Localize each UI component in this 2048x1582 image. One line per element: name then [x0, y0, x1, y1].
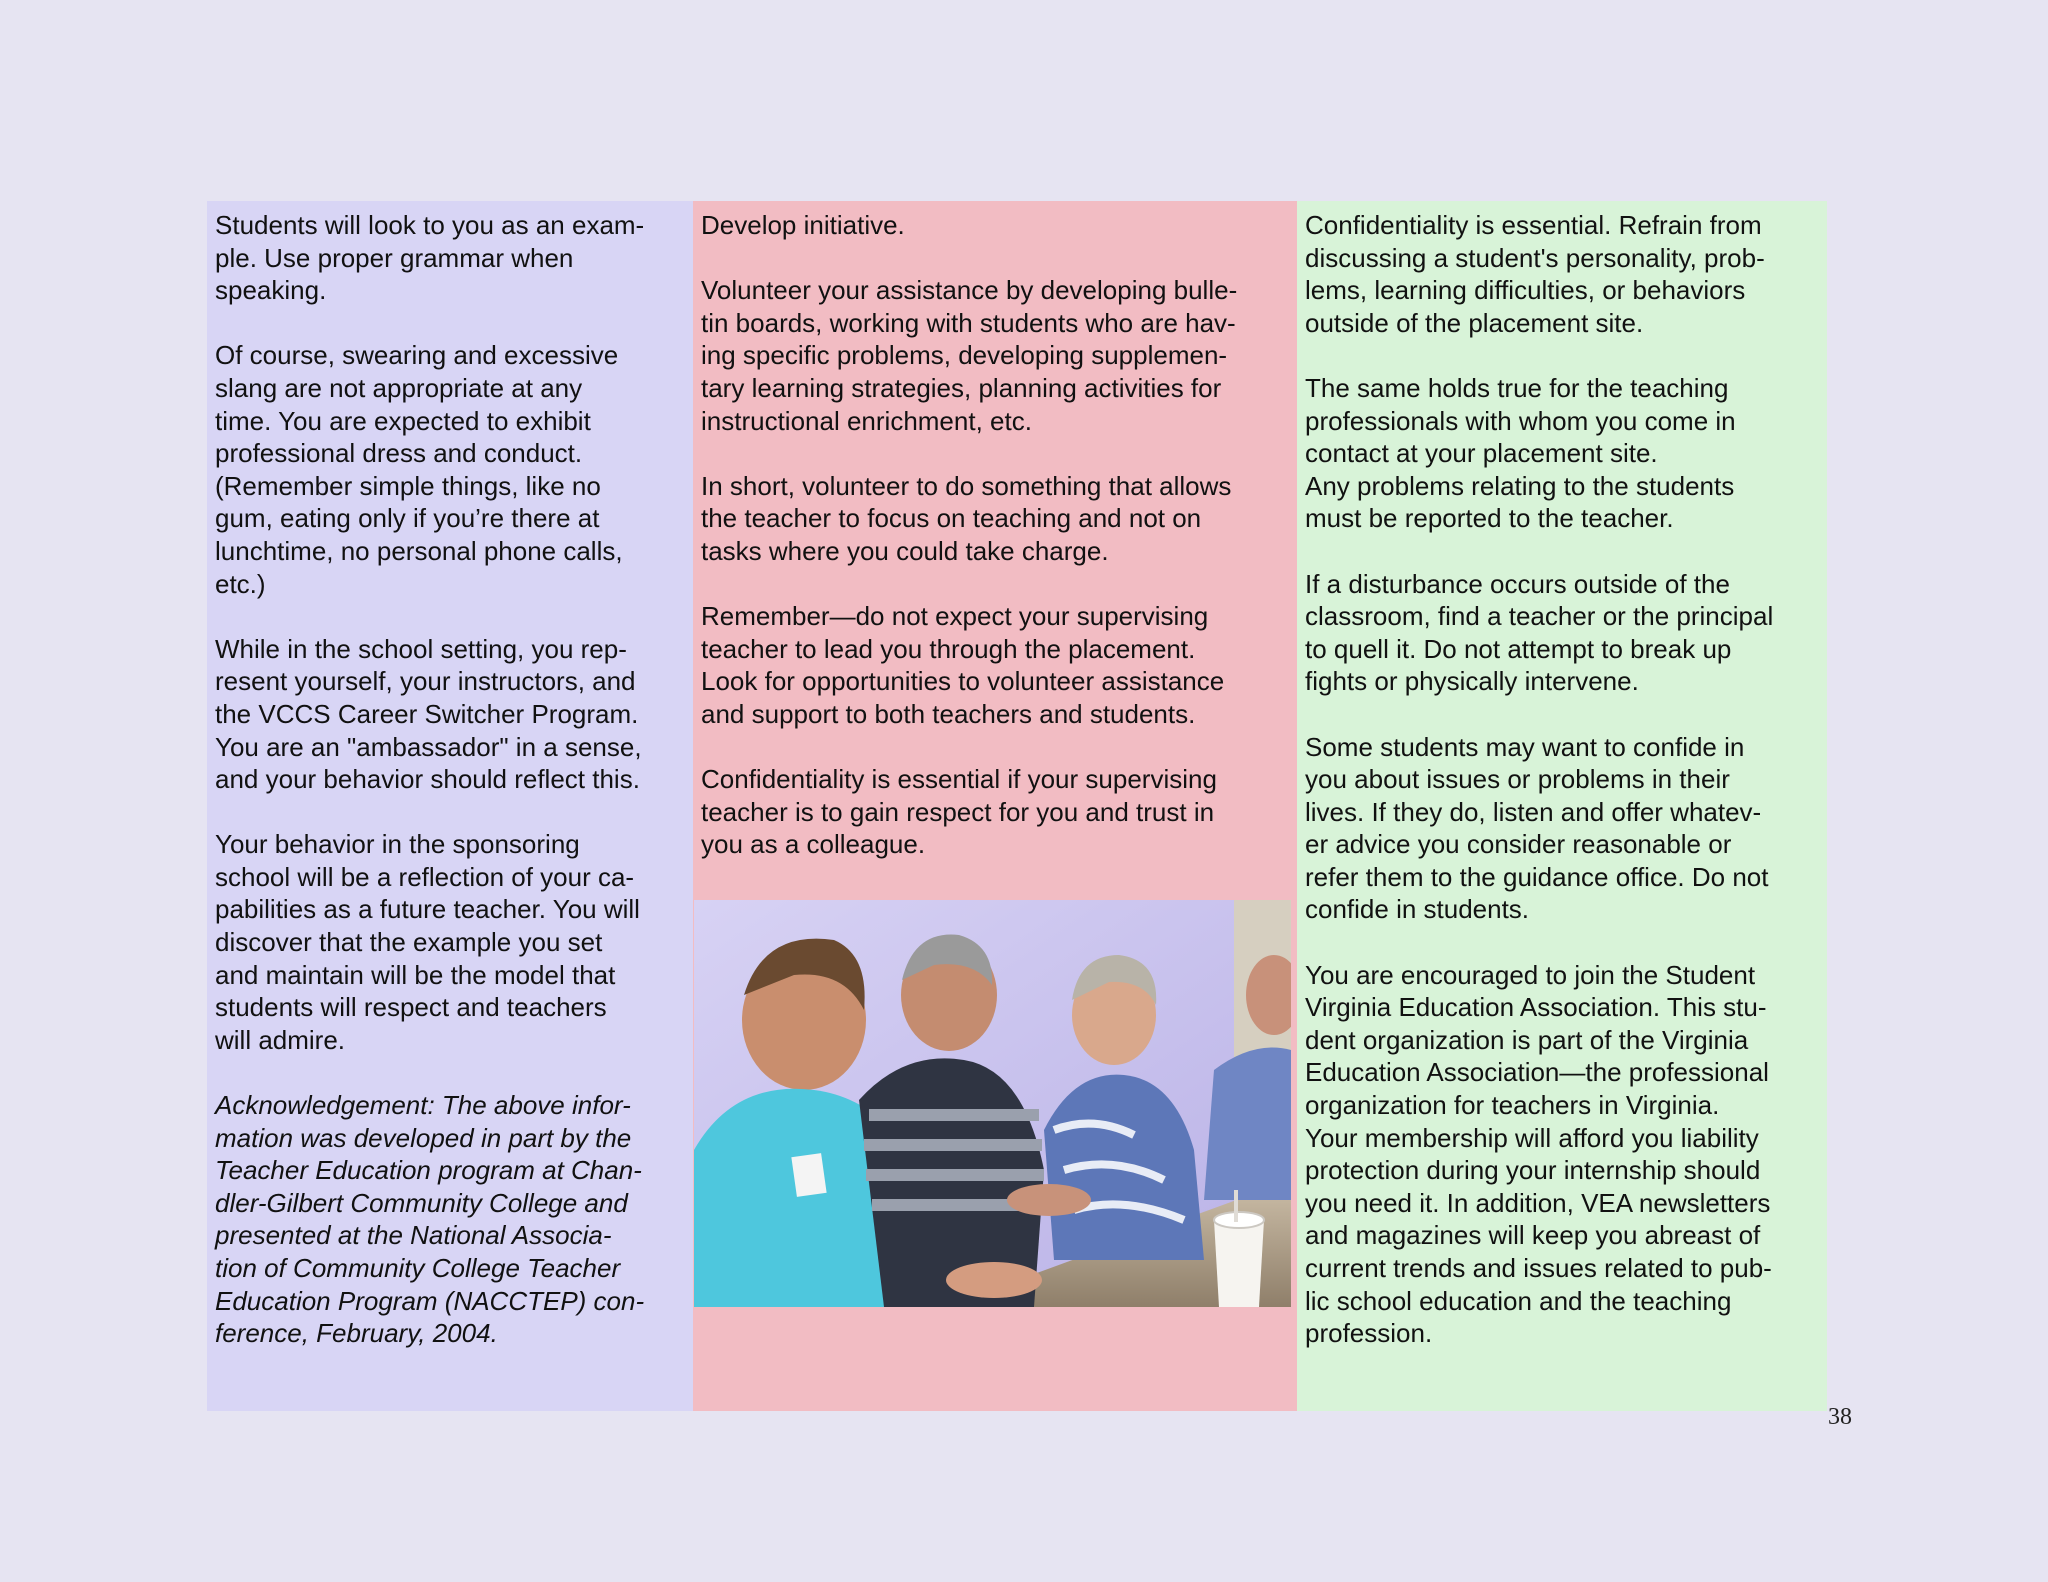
right-paragraph-2: The same holds true for the teaching professionals with whom you come in contact at your placement site. — [1305, 372, 1736, 469]
classroom-photo — [694, 900, 1291, 1307]
acknowledgement-note: Acknowledgement: The above infor- mation was developed in part by the Teacher Education program at Chan- dler-Gilbert Community College and presented at the National Associa- tion of Community College Teacher Education Program (NACCTEP) con- ference, February, 2004. — [215, 1090, 645, 1349]
left-column — [207, 201, 693, 1411]
right-column — [1297, 201, 1827, 1411]
page-number: 38 — [1828, 1404, 1852, 1430]
left-paragraph-1: Students will look to you as an exam- ple. Use proper grammar when speaking. — [215, 210, 645, 306]
left-paragraph-4: Your behavior in the sponsoring school will be a reflection of your ca- pabilities as a future teacher. You will discover that the example you set and maintain will be the model that students will respect and teachers will admire. — [215, 829, 640, 1055]
right-paragraph-3: Any problems relating to the students must be reported to the teacher. — [1305, 470, 1735, 534]
right-paragraph-4: If a disturbance occurs outside of the classroom, find a teacher or the principal to quell it. Do not attempt to break up fights or physically intervene. — [1305, 568, 1774, 697]
middle-paragraph-3: In short, volunteer to do something that allows the teacher to focus on teaching and not on tasks where you could take charge. — [701, 470, 1232, 566]
middle-paragraph-5: Confidentiality is essential if your supervising teacher is to gain respect for you and trust in you as a colleague. — [701, 764, 1217, 860]
middle-paragraph-4: Remember—do not expect your supervising teacher to lead you through the placement. Look for opportunities to volunteer assistance and support to both teachers and students. — [701, 601, 1225, 729]
right-paragraph-1: Confidentiality is essential. Refrain from discussing a student's personality, prob- lems, learning difficulties, or behaviors outside of the placement site. — [1305, 210, 1765, 338]
left-paragraph-2: Of course, swearing and excessive slang are not appropriate at any time. You are expected to exhibit professional dress and conduct. (Remember simple things, like no gum, eating only if you’re there at lunchtime, no personal phone calls, etc.) — [215, 340, 623, 599]
right-paragraph-6: You are encouraged to join the Student Virginia Education Association. This stu- dent organization is part of the Virginia Education Association—the professional organization for teachers in Virginia. Your membership will afford you liability protection during your internship should you need it. In addition, VEA newsletters and magazines will keep you abreast of current trends and issues related to pub- lic school education and the teaching profession. — [1305, 959, 1772, 1349]
middle-paragraph-1: Develop initiative. — [701, 210, 905, 240]
middle-paragraph-2: Volunteer your assistance by developing bulle- tin boards, working with students who are hav- ing specific problems, developing supplemen- tary learning strategies, planning activities for instructional enrichment, etc. — [701, 275, 1238, 436]
left-paragraph-3: While in the school setting, you rep- resent yourself, your instructors, and the VCCS Career Switcher Program. You are an "ambassador" in a sense, and your behavior should reflect this. — [215, 633, 642, 795]
right-paragraph-5: Some students may want to confide in you about issues or problems in their lives. If they do, listen and offer whatev- er advice you consider reasonable or refer them to the guidance office. Do not confide in students. — [1305, 731, 1769, 925]
